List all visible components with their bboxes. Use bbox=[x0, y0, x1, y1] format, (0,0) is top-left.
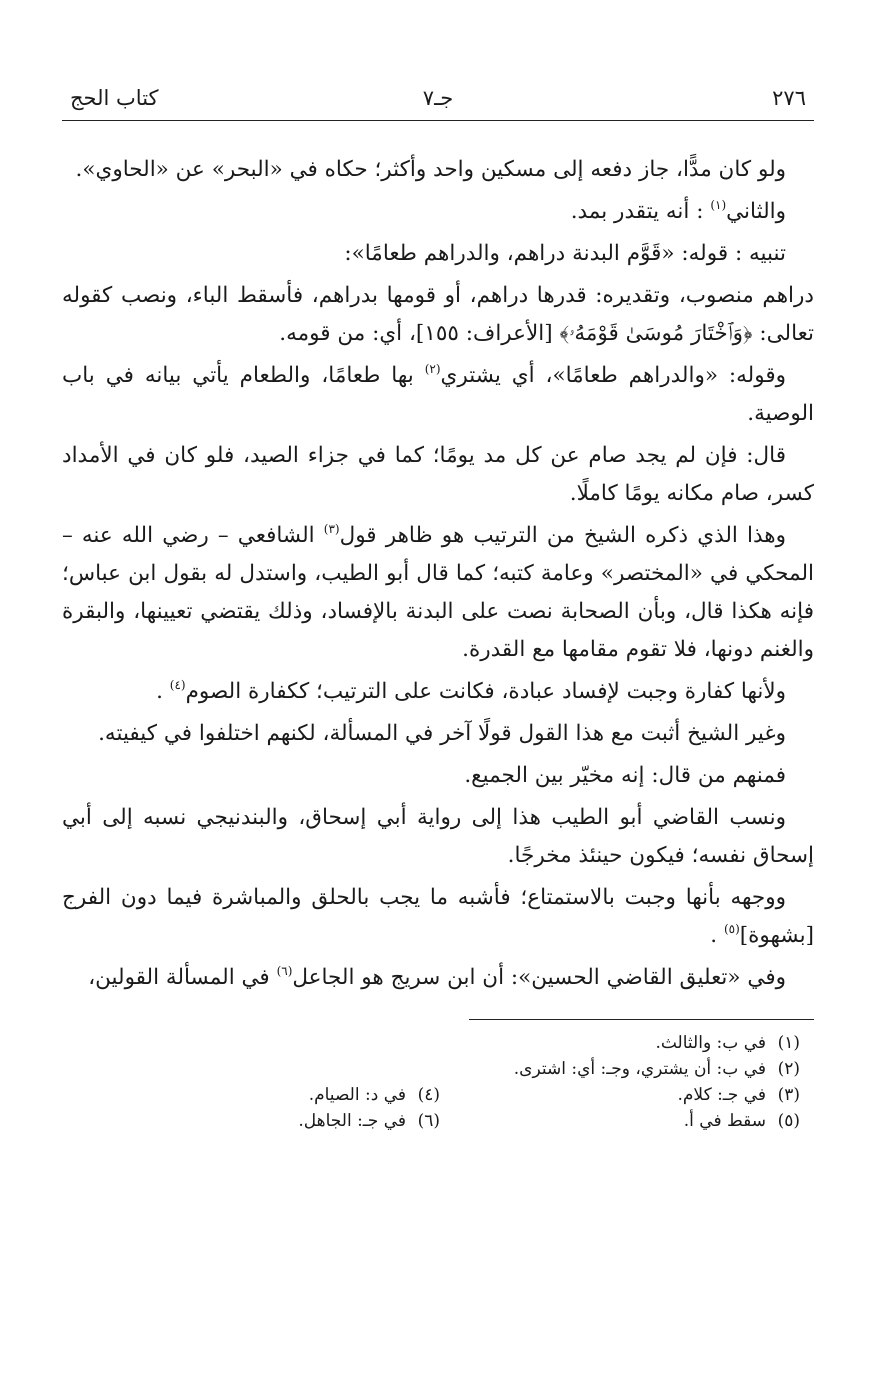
paragraph: دراهم منصوب، وتقديره: قدرها دراهم، أو قومها بدراهم، فأسقط الباء، ونصب كقوله تعالى: ﴿وَٱخْتَارَ مُوسَىٰ قَوْمَهُۥ﴾ [الأعراف: ١٥٥]، أي: من قومه. bbox=[62, 283, 814, 346]
footnote-row bbox=[62, 1082, 800, 1108]
footnote-divider bbox=[469, 1019, 814, 1020]
footnote-text: في د: الصيام. bbox=[308, 1085, 406, 1105]
footnote-ref[interactable]: (٣) bbox=[323, 522, 340, 536]
paragraph: ولو كان مدًّا، جاز دفعه إلى مسكين واحد وأكثر؛ حكاه في «البحر» عن «الحاوي». bbox=[75, 157, 786, 182]
paragraph: ولأنها كفارة وجبت لإفساد عبادة، فكانت على الترتيب؛ ككفارة الصوم$^{(٤)}$ . bbox=[156, 678, 786, 704]
header-divider bbox=[62, 120, 814, 121]
footnote-ref[interactable]: (٦) bbox=[276, 964, 293, 978]
footnote-ref[interactable]: (٤) bbox=[169, 678, 186, 692]
footnote-row bbox=[62, 1108, 800, 1134]
paragraph: قال: فإن لم يجد صام عن كل مد يومًا؛ كما في جزاء الصيد، فلو كان في الأمداد كسر، صام مكانه يومًا كاملًا. bbox=[62, 443, 814, 506]
page-header bbox=[62, 78, 814, 118]
footnote bbox=[309, 1082, 440, 1108]
footnote-number: (٢) bbox=[777, 1059, 800, 1079]
footnote bbox=[440, 1082, 800, 1108]
footnote bbox=[655, 1030, 800, 1056]
footnote-ref[interactable]: (٥) bbox=[723, 922, 740, 936]
footnote bbox=[298, 1108, 440, 1134]
paragraph: تنبيه : قوله: «قَوَّم البدنة دراهم، والدراهم طعامًا»: bbox=[344, 241, 786, 266]
paragraph: وقوله: «والدراهم طعامًا»، أي يشتري$^{(٢)}$ بها طعامًا، والطعام يأتي بيانه في باب الوصية. bbox=[62, 362, 814, 426]
footnote-text: في جـ: الجاهل. bbox=[298, 1111, 406, 1131]
paragraph: والثاني$^{(١)}$ : أنه يتقدر بمد. bbox=[570, 198, 786, 224]
footnote bbox=[440, 1108, 800, 1134]
footnote-number: (٣) bbox=[777, 1085, 800, 1105]
book-page bbox=[62, 78, 814, 1134]
paragraph: وفي «تعليق القاضي الحسين»: أن ابن سريج هو الجاعل$^{(٦)}$ في المسألة القولين، bbox=[88, 964, 786, 990]
footnote-number: (١) bbox=[777, 1033, 800, 1053]
main-text bbox=[62, 151, 814, 997]
footnote-ref[interactable]: (٢) bbox=[424, 362, 441, 376]
footnote-ref[interactable]: (١) bbox=[710, 198, 727, 212]
paragraph: وغير الشيخ أثبت مع هذا القول قولًا آخر في المسألة، لكنهم اختلفوا في كيفيته. bbox=[98, 721, 786, 746]
volume-label: جـ٧ bbox=[422, 86, 454, 110]
paragraph: وهذا الذي ذكره الشيخ من الترتيب هو ظاهر قول$^{(٣)}$ الشافعي – رضي الله عنه – المحكي في «المختصر» وعامة كتبه؛ كما قال أبو الطيب، واستدل له بقول ابن عباس؛ فإنه هكذا قال، وبأن الصحابة نصت على البدنة بالإفساد، وذلك يقتضي تعيينها، والبقرة والغنم دونها، فلا تقوم مقامها مع القدرة. bbox=[62, 522, 814, 662]
footnote-text: في ب: والثالث. bbox=[655, 1033, 766, 1053]
paragraph: ووجهه بأنها وجبت بالاستمتاع؛ فأشبه ما يجب بالحلق والمباشرة فيما دون الفرج [بشهوة]$^{(٥)}$ . bbox=[62, 885, 814, 948]
paragraph: ونسب القاضي أبو الطيب هذا إلى رواية أبي إسحاق، والبندنيجي نسبه إلى أبي إسحاق نفسه؛ فيكون حينئذ مخرجًا. bbox=[62, 805, 814, 868]
book-title: كتاب الحج bbox=[70, 86, 159, 110]
paragraph: فمنهم من قال: إنه مخيّر بين الجميع. bbox=[464, 763, 786, 788]
footnote-text: في ب: أن يشتري، وجـ: أي: اشترى. bbox=[513, 1059, 766, 1079]
footnote-number: (٥) bbox=[777, 1111, 800, 1131]
footnote-text: سقط في أ. bbox=[683, 1111, 766, 1131]
page-number: ٢٧٦ bbox=[772, 86, 806, 110]
footnote-row bbox=[62, 1056, 800, 1082]
footnote bbox=[514, 1056, 800, 1082]
footnote-number: (٤) bbox=[417, 1085, 440, 1105]
footnote-text: في جـ: كلام. bbox=[677, 1085, 766, 1105]
footnote-number: (٦) bbox=[417, 1111, 440, 1131]
footnotes bbox=[62, 1030, 814, 1134]
footnote-row bbox=[62, 1030, 800, 1056]
